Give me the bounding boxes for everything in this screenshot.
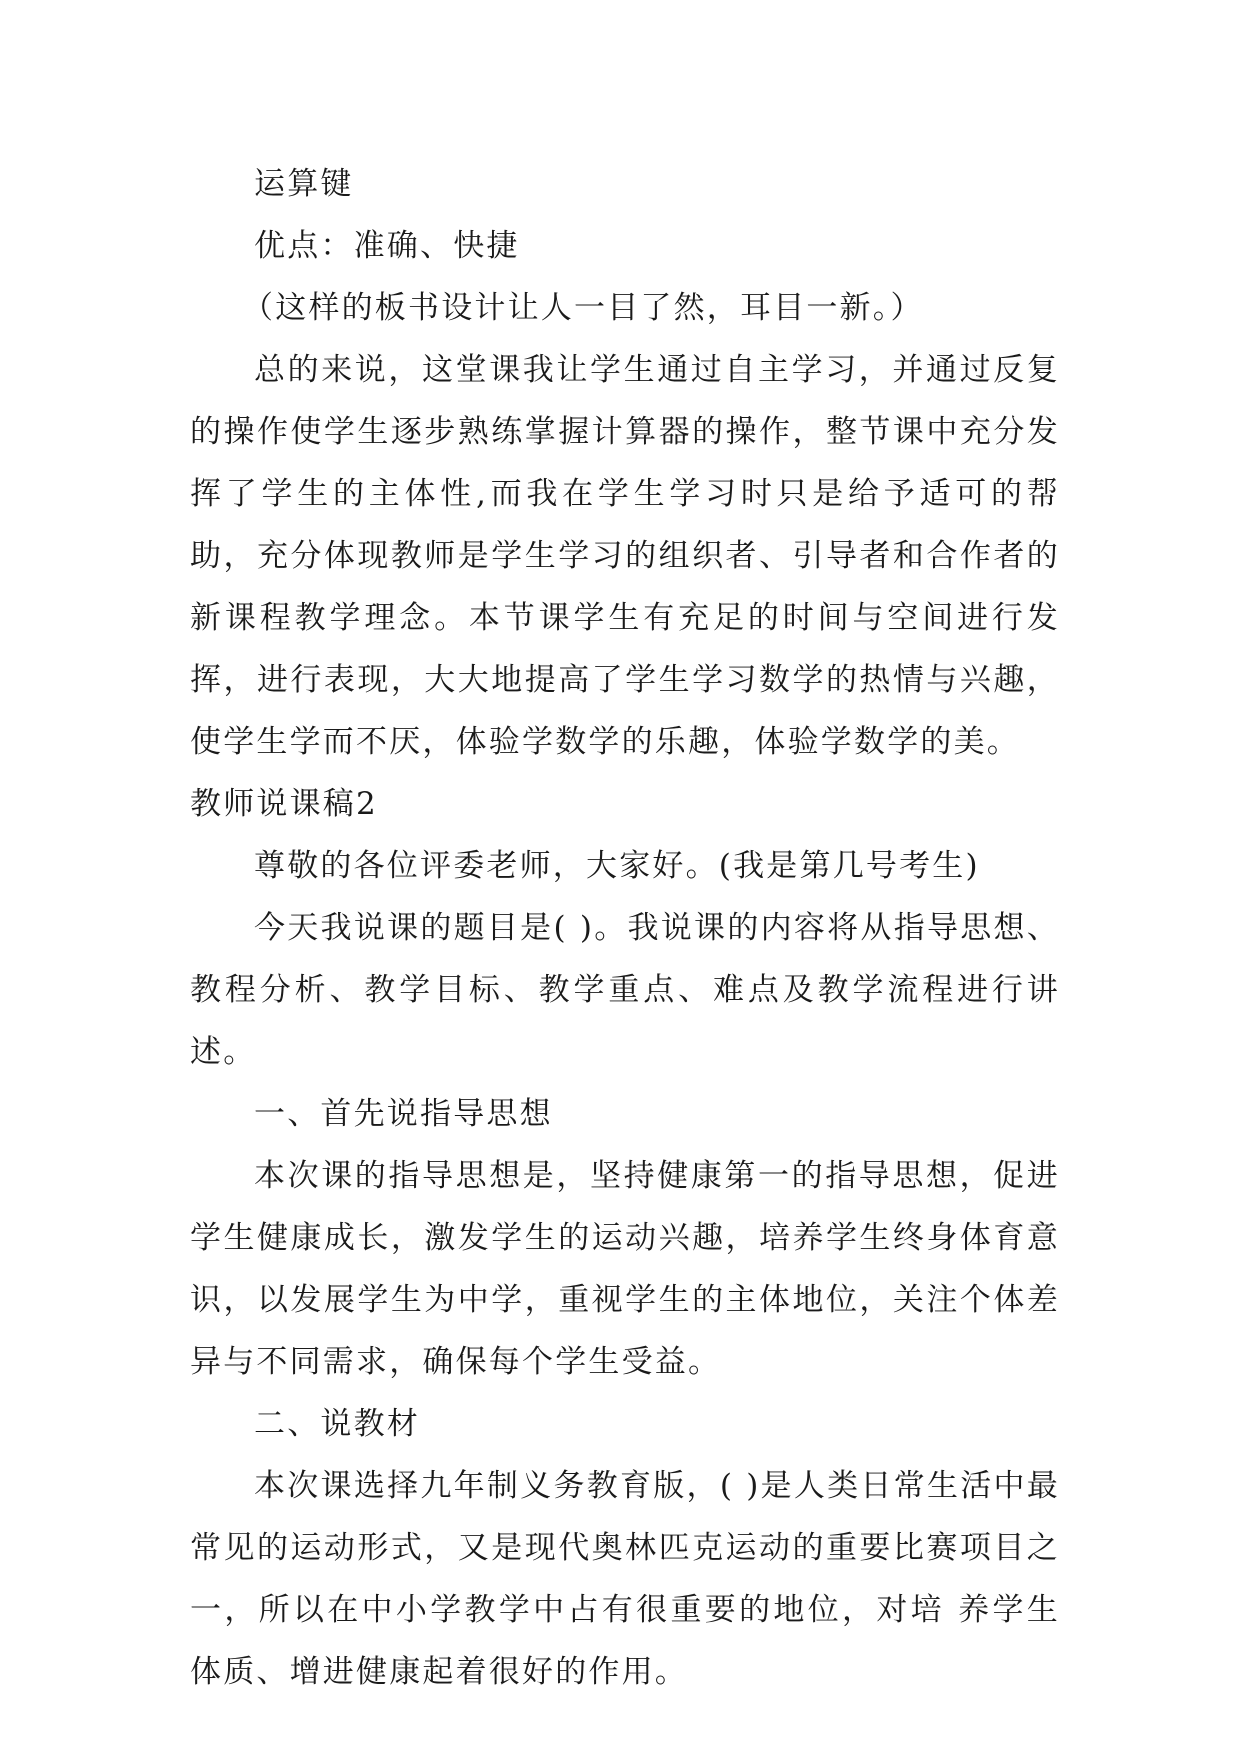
- paragraph-greeting: 尊敬的各位评委老师，大家好。(我是第几号考生): [254, 848, 980, 884]
- paragraph-board-note: （这样的板书设计让人一目了然，耳目一新。）: [242, 290, 924, 326]
- section-title: 教师说课稿2: [190, 786, 378, 822]
- heading-textbook: 二、说教材: [254, 1406, 420, 1442]
- paragraph-intro: 今天我说课的题目是( )。我说课的内容将从指导思想、教程分析、教学目标、教学重点、难点及教学流程进行讲述。: [190, 910, 1060, 1070]
- paragraph-guiding: 本次课的指导思想是，坚持健康第一的指导思想，促进学生健康成长，激发学生的运动兴趣，培养学生终身体育意识，以发展学生为中学，重视学生的主体地位，关注个体差异与不同需求，确保每个学生受益。: [190, 1158, 1060, 1380]
- paragraph-summary: 总的来说，这堂课我让学生通过自主学习，并通过反复的操作使学生逐步熟练掌握计算器的操作，整节课中充分发挥了学生的主体性,而我在学生学习时只是给予适可的帮助，充分体现教师是学生学习的组织者、引导者和合作者的新课程教学理念。本节课学生有充足的时间与空间进行发挥，进行表现，大大地提高了学生学习数学的热情与兴趣，使学生学而不厌，体验学数学的乐趣，体验学数学的美。: [190, 352, 1060, 760]
- paragraph-advantage: 优点：准确、快捷: [254, 228, 520, 264]
- heading-guiding-thought: 一、首先说指导思想: [254, 1096, 553, 1132]
- paragraph-calc-key: 运算键: [254, 166, 354, 202]
- document-body: [190, 153, 1060, 1703]
- paragraph-textbook: 本次课选择九年制义务教育版，( )是人类日常生活中最常见的运动形式，又是现代奥林匹克运动的重要比赛项目之一，所以在中小学教学中占有很重要的地位，对培 养学生体质、增进健康起着很好的作用。: [190, 1468, 1060, 1690]
